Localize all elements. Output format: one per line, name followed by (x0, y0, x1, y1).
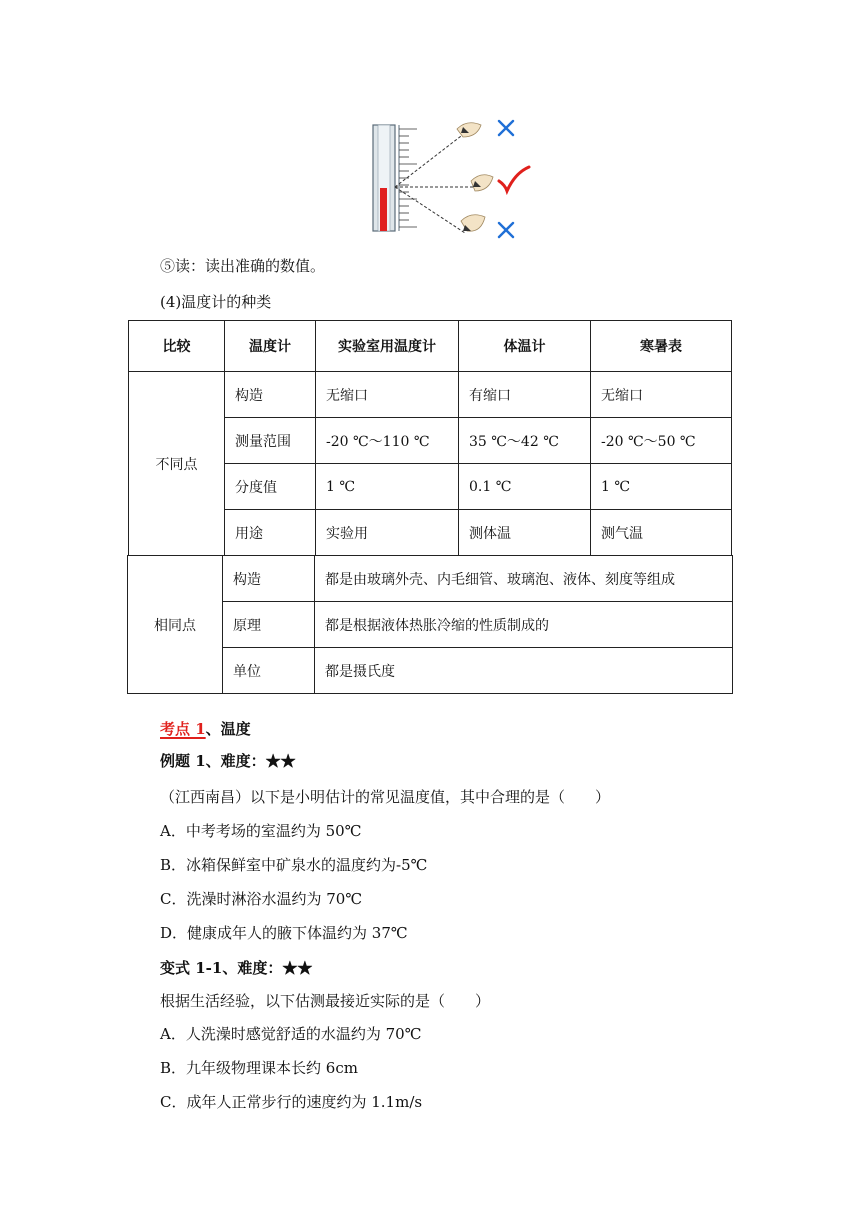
eye-icon (471, 175, 493, 191)
eye-icon (457, 123, 481, 137)
kaodian-heading (160, 719, 251, 739)
lab-cell: 实验用 (316, 510, 459, 556)
check-icon (499, 167, 529, 191)
attr-cell: 分度值 (225, 464, 316, 510)
kaodian-label: 考点 1 (160, 720, 206, 738)
value-cell: 都是由玻璃外壳、内毛细管、玻璃泡、液体、刻度等组成 (315, 556, 733, 602)
option-a: A．人洗澡时感觉舒适的水温约为 70℃ (160, 1025, 422, 1043)
step-read-text: ⑤读：读出准确的数值。 (160, 257, 326, 275)
thermometer-liquid (380, 188, 387, 231)
attr-cell: 测量范围 (225, 418, 316, 464)
attr-cell: 构造 (223, 556, 315, 602)
option-d: D．健康成年人的腋下体温约为 37℃ (160, 924, 408, 942)
cross-icon (499, 121, 513, 135)
lab-cell: -20 ℃～110 ℃ (316, 418, 459, 464)
value-cell: 都是摄氏度 (315, 648, 733, 694)
body-cell: 0.1 ℃ (459, 464, 591, 510)
header-cell: 寒暑表 (591, 321, 732, 372)
header-cell: 体温计 (459, 321, 591, 372)
diff-label-cell: 不同点 (129, 372, 225, 556)
option-b: B．冰箱保鲜室中矿泉水的温度约为-5℃ (160, 856, 428, 874)
weather-cell: 测气温 (591, 510, 732, 556)
attr-cell: 构造 (225, 372, 316, 418)
weather-cell: 无缩口 (591, 372, 732, 418)
weather-cell: -20 ℃～50 ℃ (591, 418, 732, 464)
table-row (129, 372, 732, 418)
attr-cell: 原理 (223, 602, 315, 648)
variant-title: 变式 1-1、难度：★★ (160, 959, 313, 977)
body-cell: 35 ℃～42 ℃ (459, 418, 591, 464)
attr-cell: 用途 (225, 510, 316, 556)
kaodian-title: 、温度 (205, 720, 251, 738)
body-cell: 测体温 (459, 510, 591, 556)
lab-cell: 无缩口 (316, 372, 459, 418)
cross-icon (499, 223, 513, 237)
body-cell: 有缩口 (459, 372, 591, 418)
example-question: （江西南昌）以下是小明估计的常见温度值，其中合理的是（ ） (160, 788, 611, 806)
example-title: 例题 1、难度：★★ (160, 752, 296, 770)
similarities-table (127, 555, 733, 694)
option-c: C．成年人正常步行的速度约为 1.1m/s (160, 1093, 423, 1111)
value-cell: 都是根据液体热胀冷缩的性质制成的 (315, 602, 733, 648)
table-row (128, 556, 733, 602)
weather-cell: 1 ℃ (591, 464, 732, 510)
sight-lines (395, 133, 473, 233)
header-cell: 比较 (129, 321, 225, 372)
header-cell: 实验室用温度计 (316, 321, 459, 372)
variant-question: 根据生活经验，以下估测最接近实际的是（ ） (160, 992, 491, 1010)
eye-icon (461, 215, 485, 231)
same-label-cell: 相同点 (128, 556, 223, 694)
option-a: A．中考考场的室温约为 50℃ (160, 822, 362, 840)
scale-ticks (399, 129, 417, 227)
thermometer-types-table (128, 320, 732, 556)
attr-cell: 单位 (223, 648, 315, 694)
option-c: C．洗澡时淋浴水温约为 70℃ (160, 890, 363, 908)
thermometer-reading-figure (365, 115, 535, 240)
header-cell: 温度计 (225, 321, 316, 372)
table-header-row (129, 321, 732, 372)
option-b: B．九年级物理课本长约 6cm (160, 1059, 358, 1077)
section-heading: (4)温度计的种类 (160, 293, 272, 311)
lab-cell: 1 ℃ (316, 464, 459, 510)
